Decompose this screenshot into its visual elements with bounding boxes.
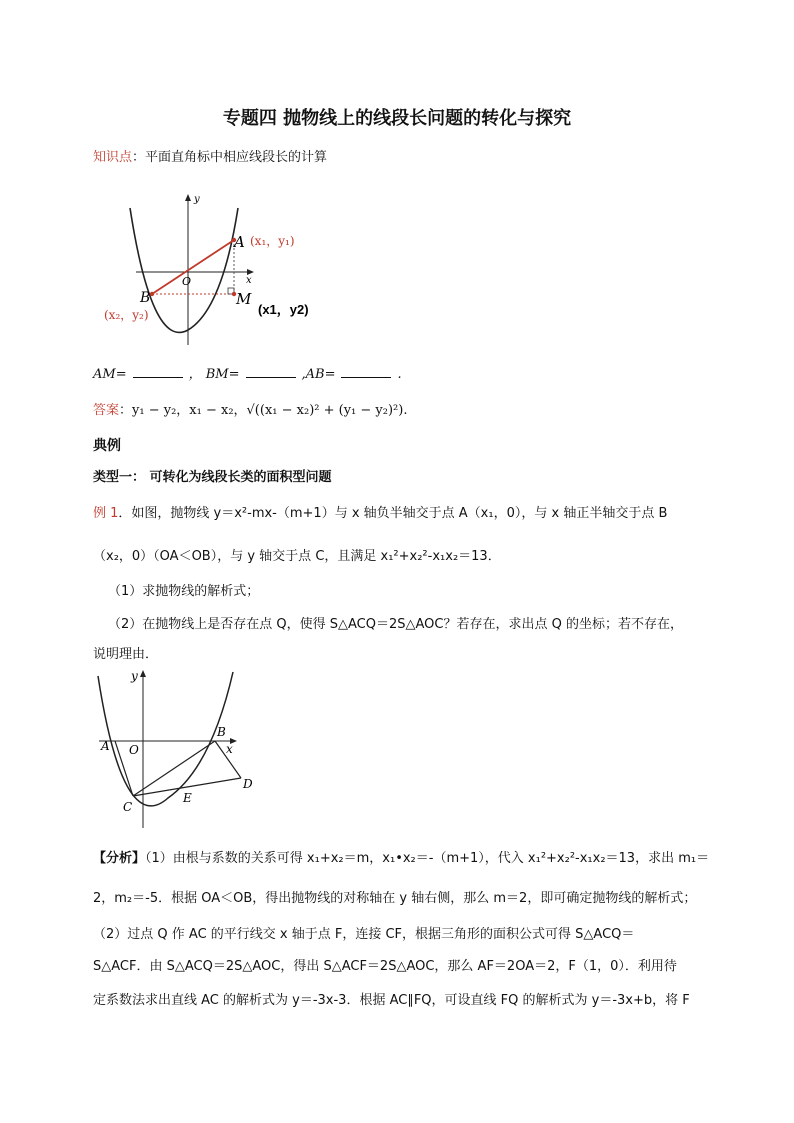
- fig1-label-m: M: [236, 290, 252, 308]
- fig1-coord-b: (x₂，y₂): [104, 308, 149, 322]
- knowledge-text: ：平面直角标中相应线段长的计算: [132, 150, 328, 165]
- fig2-label-c: C: [123, 800, 133, 814]
- type1-label: 类型一：: [93, 470, 146, 485]
- fig1-label-y: y: [194, 194, 200, 205]
- blank-end: .: [397, 367, 402, 382]
- answer-text: ：y₁ − y₂，x₁ − x₂，√((x₁ − x₂)² + (y₁ − y₂)²).: [119, 403, 408, 418]
- blanks-line: [93, 363, 402, 382]
- answer-line: [93, 399, 407, 418]
- fig2-label-origin: O: [129, 743, 139, 757]
- fig2-label-y: y: [131, 669, 138, 683]
- fig1-label-origin: O: [182, 275, 192, 288]
- blank-ab-label: ,AB=: [301, 367, 336, 382]
- blank-bm: [246, 365, 296, 378]
- example1-question1: （1）求抛物线的解析式；: [108, 584, 260, 599]
- example1-line1: [93, 502, 667, 521]
- blank-am: [133, 365, 183, 378]
- fig1-coord-a: (x₁，y₁): [250, 234, 295, 248]
- page-title: 专题四 抛物线上的线段长问题的转化与探究: [222, 108, 572, 129]
- analysis-line5: 定系数法求出直线 AC 的解析式为 y＝-3x-3．根据 AC∥FQ，可设直线 FQ 的解析式为 y＝-3x+b，将 F: [93, 993, 690, 1008]
- blank-am-label: AM=: [93, 367, 127, 382]
- figure-parabola-segment: [100, 190, 340, 350]
- fig1-label-b: B: [140, 290, 151, 306]
- analysis-line4: S△ACF．由 S△ACQ＝2S△AOC，得出 S△ACF＝2S△AOC，那么 AF＝2OA＝2，F（1，0）．利用待: [93, 959, 677, 974]
- analysis-line2: 2，m₂＝-5．根据 OA＜OB，得出抛物线的对称轴在 y 轴右侧，那么 m＝2，即可确定抛物线的解析式；: [93, 891, 697, 906]
- knowledge-line: [93, 146, 327, 165]
- fig1-coord-m: (x1，y2): [258, 302, 309, 317]
- example1-line2: （x₂，0）（OA＜OB），与 y 轴交于点 C，且满足 x₁²+x₂²-x₁x₂＝13．: [93, 549, 501, 564]
- fig1-label-x: x: [246, 275, 252, 286]
- blank-sep-1: ，: [188, 367, 202, 382]
- fig1-y-arrow: [185, 194, 191, 201]
- fig1-label-a: A: [234, 233, 245, 251]
- analysis-line1: [93, 847, 709, 866]
- blank-bm-label: BM=: [205, 367, 240, 382]
- example1-line1-text: ．如图，抛物线 y＝x²-mx-（m+1）与 x 轴负半轴交于点 A（x₁，0），与 x 轴正半轴交于点 B: [118, 506, 668, 521]
- analysis-label: 【分析】: [93, 851, 146, 866]
- dianli-heading: 典例: [93, 438, 121, 454]
- example1-question2-line2: 说明理由．: [93, 647, 159, 662]
- analysis-line3: （2）过点 Q 作 AC 的平行线交 x 轴于点 F，连接 CF，根据三角形的面积公式可得 S△ACQ＝: [93, 927, 635, 942]
- type1-heading: [93, 466, 332, 485]
- fig2-label-d: D: [243, 777, 253, 791]
- fig2-label-b: B: [217, 725, 226, 739]
- fig2-y-arrow: [140, 670, 146, 677]
- fig2-segment-cb: [133, 741, 215, 796]
- example1-question2-line1: （2）在抛物线上是否存在点 Q，使得 S△ACQ＝2S△AOC？若存在，求出点 Q 的坐标；若不存在，: [108, 617, 683, 632]
- analysis-line1-text: （1）由根与系数的关系可得 x₁+x₂＝m，x₁•x₂＝-（m+1），代入 x₁²+x₂²-x₁x₂＝13，求出 m₁＝: [145, 851, 710, 866]
- type1-text: 可转化为线段长类的面积型问题: [149, 470, 332, 485]
- fig2-parabola: [98, 672, 233, 806]
- fig2-label-a: A: [101, 739, 110, 753]
- fig1-segment-ab: [152, 240, 234, 294]
- fig2-label-e: E: [183, 791, 192, 805]
- figure-example1: [93, 668, 263, 830]
- fig1-point-b-dot: [150, 292, 154, 296]
- answer-label: 答案: [93, 403, 120, 418]
- fig2-label-x: x: [226, 742, 233, 756]
- blank-ab: [341, 365, 391, 378]
- knowledge-label: 知识点: [93, 150, 133, 165]
- example1-label: 例 1: [93, 506, 119, 521]
